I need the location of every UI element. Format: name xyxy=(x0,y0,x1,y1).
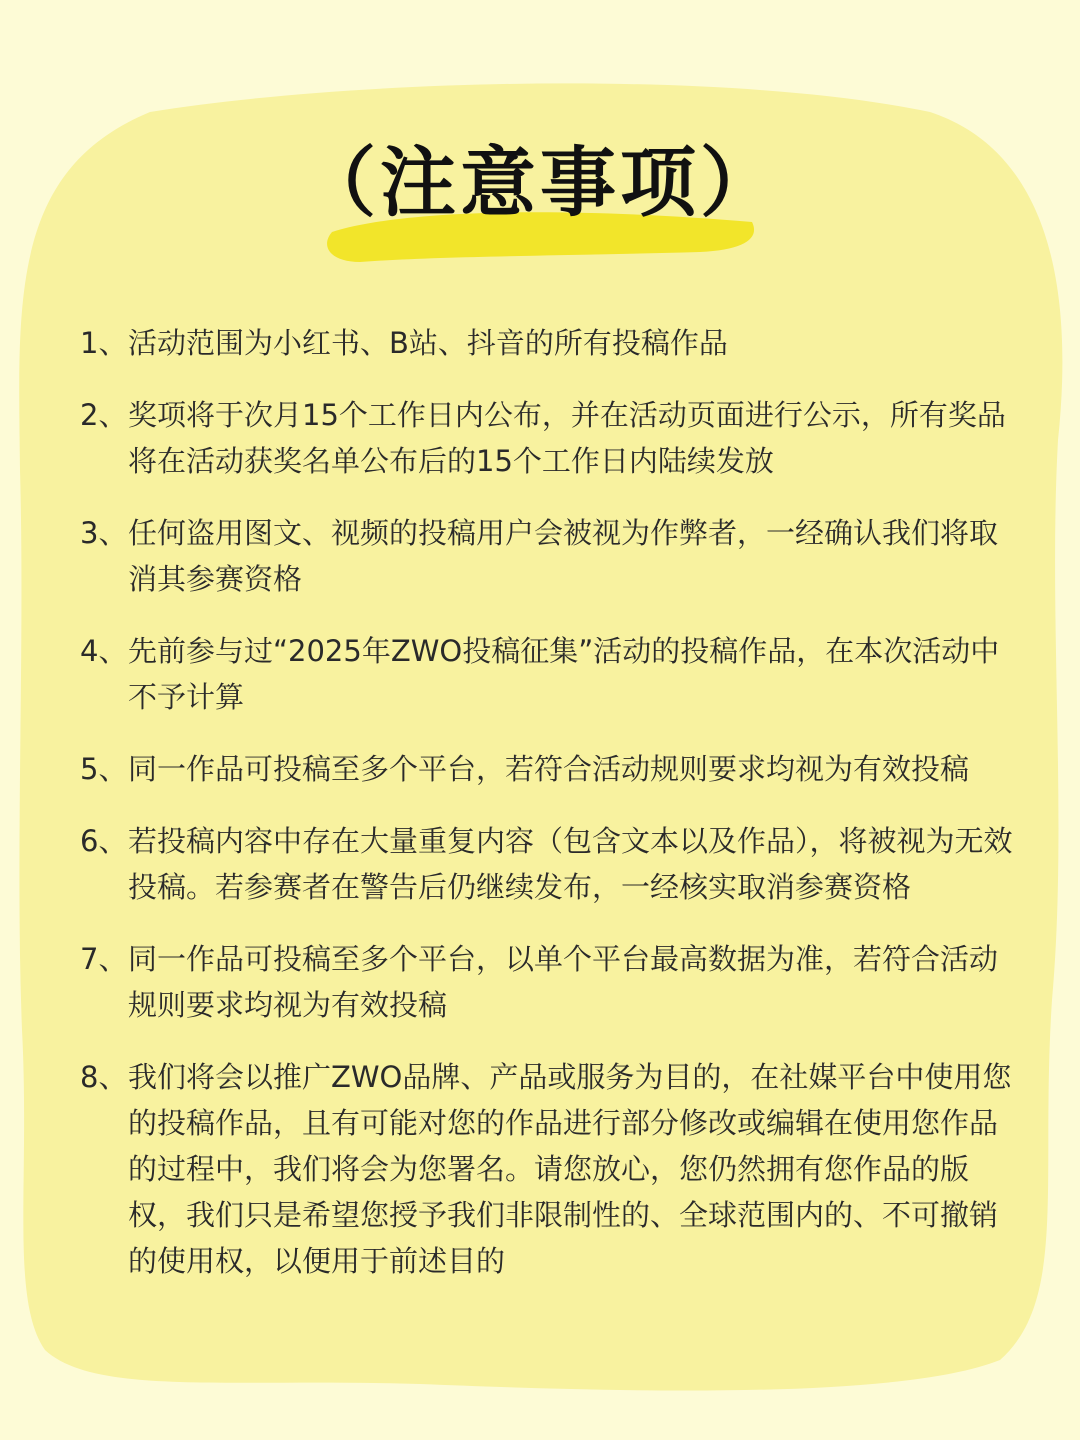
note-text: 活动范围为小红书、B站、抖音的所有投稿作品 xyxy=(128,326,728,360)
note-item-7 xyxy=(80,936,1015,1028)
note-number: 5、 xyxy=(80,752,128,786)
note-number: 6、 xyxy=(80,824,128,858)
note-item-3 xyxy=(80,510,1015,602)
title-area xyxy=(0,128,1080,268)
note-text: 先前参与过“2025年ZWO投稿征集”活动的投稿作品，在本次活动中不予计算 xyxy=(128,634,1000,714)
note-number: 8、 xyxy=(80,1060,128,1094)
note-number: 7、 xyxy=(80,942,128,976)
note-text: 任何盗用图文、视频的投稿用户会被视为作弊者，一经确认我们将取消其参赛资格 xyxy=(128,516,999,596)
note-text: 同一作品可投稿至多个平台，若符合活动规则要求均视为有效投稿 xyxy=(128,752,970,786)
note-text: 同一作品可投稿至多个平台，以单个平台最高数据为准，若符合活动规则要求均视为有效投稿 xyxy=(128,942,999,1022)
note-text: 奖项将于次月15个工作日内公布，并在活动页面进行公示，所有奖品将在活动获奖名单公布后的15个工作日内陆续发放 xyxy=(128,398,1006,478)
note-number: 1、 xyxy=(80,326,128,360)
note-number: 2、 xyxy=(80,398,128,432)
note-text: 若投稿内容中存在大量重复内容（包含文本以及作品），将被视为无效投稿。若参赛者在警告后仍继续发布，一经核实取消参赛资格 xyxy=(128,824,1013,904)
note-item-4 xyxy=(80,628,1015,720)
note-text: 我们将会以推广ZWO品牌、产品或服务为目的，在社媒平台中使用您的投稿作品，且有可能对您的作品进行部分修改或编辑在使用您作品的过程中，我们将会为您署名。请您放心，您仍然拥有您作品的版权，我们只是希望您授予我们非限制性的、全球范围内的、不可撤销的使用权，以便用于前述目的 xyxy=(128,1060,1012,1278)
notes-list xyxy=(80,320,1015,1310)
note-number: 3、 xyxy=(80,516,128,550)
note-item-2 xyxy=(80,392,1015,484)
note-number: 4、 xyxy=(80,634,128,668)
page-title: （注意事项） xyxy=(300,138,780,227)
note-item-5 xyxy=(80,746,1015,792)
note-item-6 xyxy=(80,818,1015,910)
note-item-1 xyxy=(80,320,1015,366)
note-item-8 xyxy=(80,1054,1015,1284)
